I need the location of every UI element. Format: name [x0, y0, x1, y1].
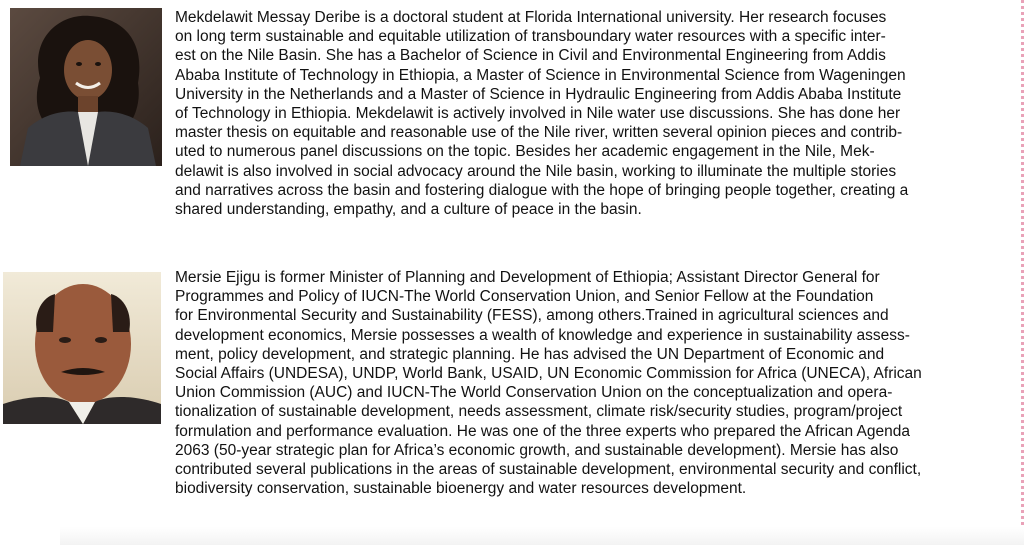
portrait-photo-woman	[10, 8, 162, 166]
portrait-photo-man	[3, 272, 161, 424]
portrait-illustration	[3, 272, 161, 424]
portrait-illustration	[10, 8, 162, 166]
bottom-shadow	[60, 527, 1024, 545]
bio-text: Mersie Ejigu is former Minister of Planning and Development of Ethiopia; Assistant Director General for Programmes and Policy of IUCN-The World Conservation Union, and Senior Fellow at the Foundation for Environmental Security and Sustainability (FESS), among others.Trained in agricultural sciences and development economics, Mersie possesses a wealth of knowledge and experience in sustainability assess- ment, policy development, and strategic planning. He has advised the UN Department of Economic and Social Affairs (UNDESA), UNDP, World Bank, USAID, UN Economic Commission for Africa (UNECA), African Union Commission (AUC) and IUCN-The World Conservation Union on the conceptualization and opera- tionalization of sustainable development, needs assessment, climate risk/security studies, program/project formulation and performance evaluation. He was one of the three experts who prepared the African Agenda 2063 (50-year strategic plan for Africa’s economic growth, and sustainable development). Mersie has also contributed several publications in the areas of sustainable development, environmental security and conflict, biodiversity conservation, sustainable bioenergy and water resources development.	[175, 269, 922, 498]
bio-entry-mersie	[0, 268, 1024, 528]
bio-text: Mekdelawit Messay Deribe is a doctoral student at Florida International university. Her research focuses on long term sustainable and equitable utilization of transboundary water resources with a specific inter- est on the Nile Basin. She has a Bachelor of Science in Civil and Environmental Engineering from Addis Ababa Institute of Technology in Ethiopia, a Master of Science in Environmental Science from Wageningen University in the Netherlands and a Master of Science in Hydraulic Engineering from Addis Ababa Institute of Technology in Ethiopia. Mekdelawit is actively involved in Nile water use discussions. She has done her master thesis on equitable and reasonable use of the Nile river, written several opinion pieces and contrib- uted to numerous panel discussions on the topic. Besides her academic engagement in the Nile, Mek- delawit is also involved in social advocacy around the Nile basin, working to illuminate the multiple stories and narratives across the basin and fostering dialogue with the hope of bringing people together, creating a shared understanding, empathy, and a culture of peace in the basin.	[175, 9, 909, 219]
bio-entry-mekdelawit	[0, 8, 1024, 236]
